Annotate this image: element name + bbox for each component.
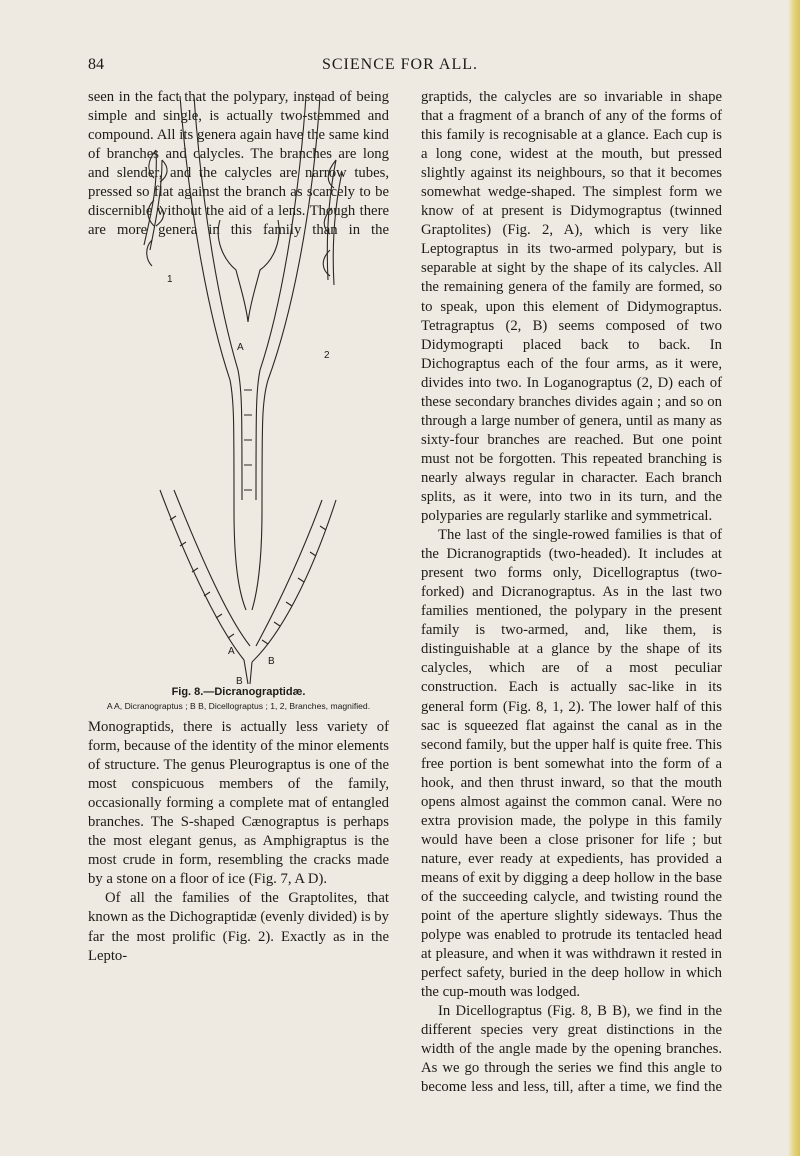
dicellograptus-hatching (170, 516, 234, 638)
figure-dicranograptidae (140, 90, 350, 686)
running-header (0, 56, 800, 80)
paragraph: seen in the fact that the polypary, instead of being simple and single, is actually two-stemmed and compound. All its genera again have the same kind of branches and calycles. The branches are long and slender, and the calycles are narrow tubes, pressed so flat against the branch as scarcely to be discernible without the aid of a lens. Though there are more genera in this family than in the (88, 89, 389, 239)
dicranograptus-left-inner (194, 96, 242, 500)
branch-2-calycles (323, 160, 336, 276)
paragraph: The last of the single-rowed families is that of the Dicranograptids (two-headed). It includes at present two forms only, Dicellograptus (two-forked) and Dicranograptus. As in the last two families mentioned, the polypary in the present family is two-armed, and, like them, is distinguishable at a glance by the shape of its calycles, which are of a most peculiar construction. Each is actually sac-like in its general form (Fig. 8, 1, 2). The lower half of this sac is squeezed flat against the canal as in the second family, but the upper half is quite free. This free portion is bent somewhat into the form of a hook, and then thrust inward, so that the mouth opens almost against the common canal. Were no extra provision made, the polype in this family would have been a close prisoner for life ; but nature, ever ready at expedients, has provided a means of exit by digging a deep hollow in the base of the succeeding calycle, and twisting round the point of the aperture slightly sideways. Thus the polype was enabled to protrude its tentacled head at pleasure, and when it was withdrawn it rested in perfect safety, buried in the deep hollow in which the cup-mouth was lodged. (421, 527, 722, 1001)
right-column (421, 88, 722, 1097)
figure-label-1: 1 (167, 274, 173, 285)
branch-1-calycles (147, 150, 156, 266)
stem-calycles (244, 390, 252, 490)
left-column-bottom (88, 718, 389, 966)
paragraph: Monograptids, there is actually less variety of form, because of the identity of the minor elements of structure. The genus Pleurograptus is one of the most conspicuous members of the family, occasionally forming a complete mat of entangled branches. The S-shaped Cænograptus is perhaps the most elegant genus, as Amphigraptus is the most crude in form, resembling the cracks made by a stone on a floor of ice (Fig. 7, A D). (88, 719, 389, 888)
branch-2-stroke (333, 172, 342, 285)
dicranograptus-left-arm (180, 96, 246, 610)
figure-label-a-upper: A (237, 342, 244, 353)
running-title: SCIENCE FOR ALL. (321, 56, 478, 73)
dicellograptus-stem (244, 660, 252, 684)
figure-label-2: 2 (324, 350, 330, 361)
figure-caption-detail: A A, Dicranograptus ; B B, Dicellograptus ; 1, 2, Branches, magnified. (106, 701, 371, 711)
figure-caption-title: Fig. 8.—Dicranograptidæ. (171, 686, 306, 698)
dicellograptus-left-arm (160, 490, 250, 660)
page-edge (788, 0, 800, 1156)
dicellograptus-hatching (262, 526, 326, 644)
figure-label-b-upper: B (268, 656, 275, 667)
paragraph: graptids, the calycles are so invariable in shape that a fragment of a branch of any of the forms of this family is recognisable at a glance. Each cup is a long cone, widest at the mouth, but pressed slightly against its neighbours, so that it becomes somewhat wedge-shaped. The simplest form we know of at present is Didymograptus (twinned Graptolites) (Fig. 2, A), which is very like Leptograptus in its two-armed polypary, but is separable at sight by the shape of its calycles. All the remaining genera of the family are formed, so to speak, upon this element of Didymograptus. Tetragraptus (2, B) seems composed of two Didymograpti placed back to back. In Dichograptus each of the four arms, as it were, divides into two. In Loganograptus (2, D) each of these secondary branches divides again ; and so on through a large number of genera, until as many as sixty-four branches are reached. But one point must not be forgotten. This repeated branching is nearly always regular in character. Each branch splits, as it were, into two in its turn, and the polyparies are regularly starlike and symmetrical. (421, 89, 722, 525)
figure-label-b-lower: B (236, 676, 243, 687)
dicranograptus-fork (218, 220, 279, 322)
dicranograptus-right-inner (256, 96, 306, 500)
page-number: 84 (88, 56, 104, 73)
dicellograptus-right-arm (252, 500, 336, 662)
figure-label-a-lower: A (228, 646, 235, 657)
paragraph: Of all the families of the Graptolites, that known as the Dichograptidæ (evenly divided) is by far the most prolific (Fig. 2). Exactly as in the Lepto- (88, 890, 389, 964)
graptolite-illustration (140, 90, 350, 686)
paragraph: In Dicellograptus (Fig. 8, B B), we find in the different species very great distinctions in the width of the angle made by the opening branches. As we go through the series we find this angle to become less and less, till, after a time, we find the (421, 1003, 722, 1096)
branch-1-stroke (144, 150, 156, 245)
